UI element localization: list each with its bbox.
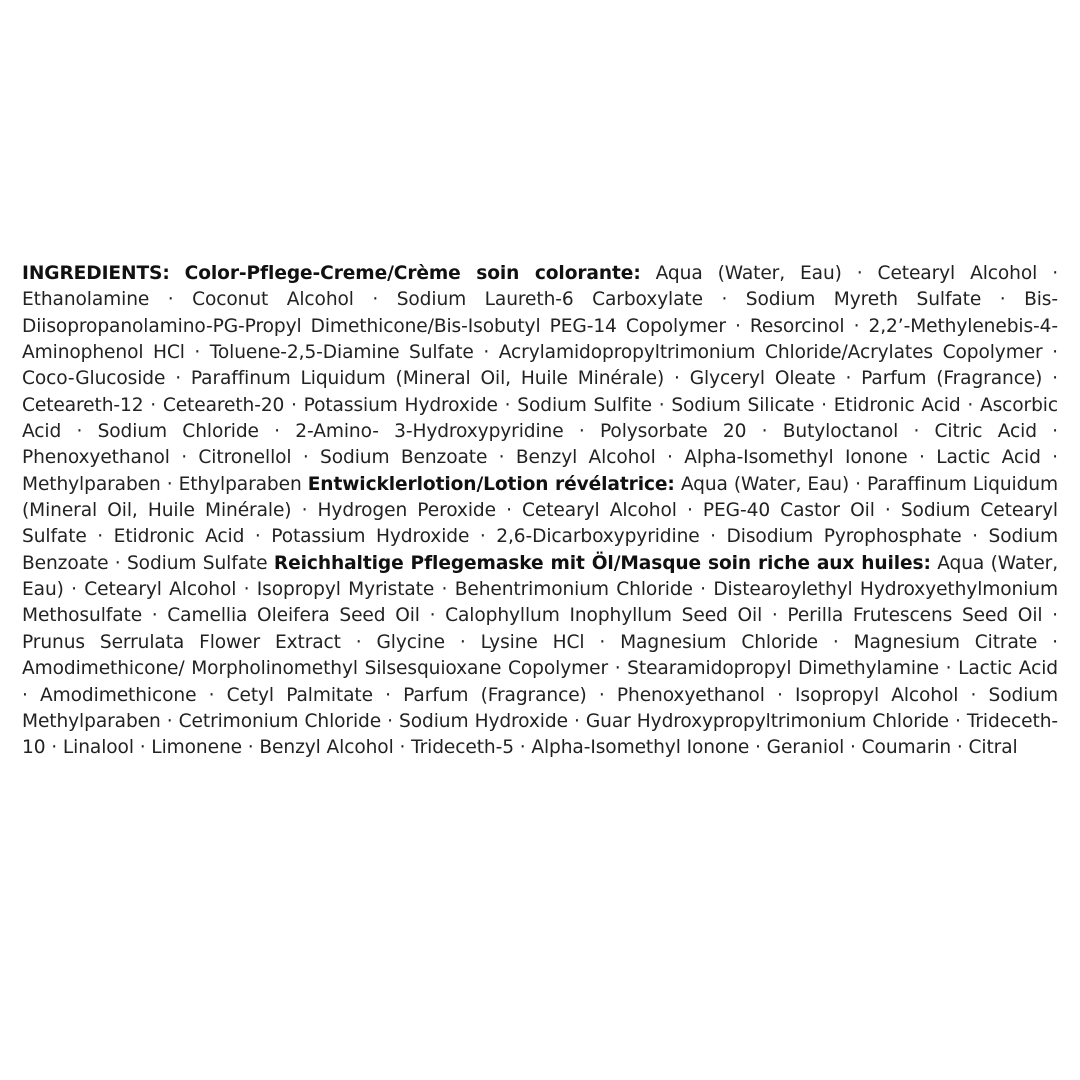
section-title-developer-lotion: Entwicklerlotion/Lotion révélatrice: <box>307 473 675 495</box>
section-title-color-cream: Color-Pflege-Creme/Crème soin colorante: <box>184 263 641 284</box>
section-ingredients-care-mask: Aqua (Water, Eau) · Cetearyl Alcohol · Isopropyl Myristate · Behentrimonium Chloride · Distearoylethyl Hydroxyethylmonium Methosulfate · Camellia Oleifera Seed Oil · Calophyllum Inophyllum Seed Oil · Perilla Frutescens Seed Oil · Prunus Serrulata Flower Extract · Glycine · Lysine HCl · Magnesium Chloride · Magnesium Citrate · Amodimethicone/ Morpholinomethyl Silsesquioxane Copolymer · Stearamidopropyl Dimethylamine · Lactic Acid · Amodimethicone · Cetyl Palmitate · Parfum (Fragrance) · Phenoxyethanol · Isopropyl Alcohol · Sodium Methylparaben · Cetrimonium Chloride · Sodium Hydroxide · Guar Hydroxypropyltrimonium Chloride · Trideceth-10 · Linalool · Limonene · Benzyl Alcohol · Trideceth-5 · Alpha-Isomethyl Ionone · Geraniol · Coumarin · Citral <box>22 552 1059 759</box>
ingredients-text-block <box>22 261 1058 762</box>
section-ingredients-color-cream: Aqua (Water, Eau) · Cetearyl Alcohol · Ethanolamine · Coconut Alcohol · Sodium Laureth-6 Carboxylate · Sodium Myreth Sulfate · Bis-Diisopropanolamino-PG-Propyl Dimethicone/Bis-Isobutyl PEG-14 Copolymer · Resorcinol · 2,2’-Methylenebis-4-Aminophenol HCl · Toluene-2,5-Diamine Sulfate · Acrylamidopropyltrimonium Chloride/Acrylates Copolymer · Coco-Glucoside · Paraffinum Liquidum (Mineral Oil, Huile Minérale) · Glyceryl Oleate · Parfum (Fragrance) · Ceteareth-12 · Ceteareth-20 · Potassium Hydroxide · Sodium Sulfite · Sodium Silicate · Etidronic Acid · Ascorbic Acid · Sodium Chloride · 2-Amino- 3-Hydroxypyridine · Polysorbate 20 · Butyloctanol · Citric Acid · Phenoxyethanol · Citronellol · Sodium Benzoate · Benzyl Alcohol · Alpha-Isomethyl Ionone · Lactic Acid · Methylparaben · Ethylparaben <box>22 263 1059 495</box>
ingredients-heading: INGREDIENTS: <box>22 263 170 284</box>
section-ingredients-developer-lotion: Aqua (Water, Eau) · Paraffinum Liquidum (Mineral Oil, Huile Minérale) · Hydrogen Peroxide · Cetearyl Alcohol · PEG-40 Castor Oil · Sodium Cetearyl Sulfate · Etidronic Acid · Potassium Hydroxide · 2,6-Dicarboxypyridine · Disodium Pyrophosphate · Sodium Benzoate · Sodium Sulfate <box>22 473 1058 574</box>
section-title-care-mask: Reichhaltige Pflegemaske mit Öl/Masque soin riche aux huiles: <box>273 552 931 574</box>
